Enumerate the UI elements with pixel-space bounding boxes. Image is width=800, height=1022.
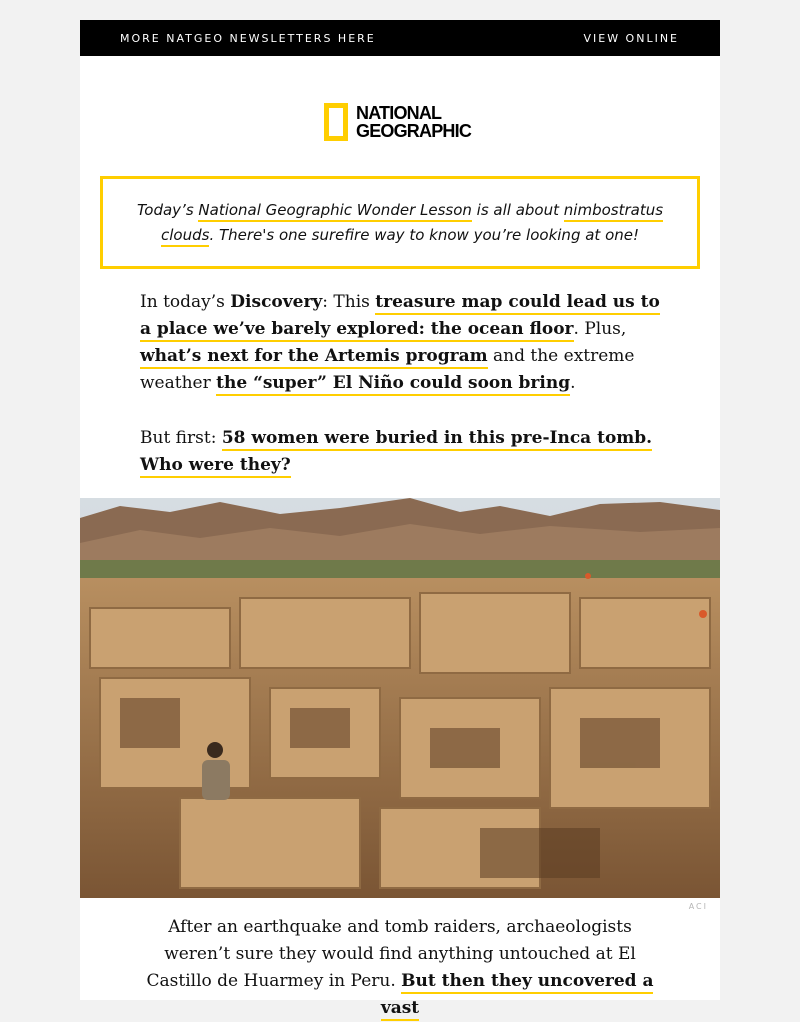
lesson-text: Today’s (136, 200, 199, 219)
paragraph-text: . (570, 373, 576, 393)
vast-discovery-link[interactable]: But then they uncovered a vast (381, 971, 654, 1021)
discovery-paragraph (140, 289, 670, 397)
photo-credit: ACI (688, 902, 708, 911)
more-newsletters-link[interactable]: MORE NATGEO NEWSLETTERS HERE (120, 31, 376, 45)
pre-inca-tomb-link[interactable]: 58 women were buried in this pre-Inca tomb. Who were they? (140, 428, 652, 478)
discovery-label: Discovery (230, 292, 323, 312)
wonder-lesson-box (100, 176, 700, 269)
paragraph-text: and the extreme weather (140, 346, 635, 393)
nimbostratus-link[interactable]: nimbostratus clouds (161, 201, 663, 247)
logo-line-2: GEOGRAPHIC (356, 121, 472, 141)
top-bar (80, 20, 720, 56)
paragraph-text: In today’s (140, 292, 231, 312)
paragraph-text: But first: (140, 428, 222, 448)
wonder-lesson-link[interactable]: National Geographic Wonder Lesson (198, 201, 472, 222)
lesson-text: . There's one surefire way to know you’re looking at one! (209, 225, 639, 244)
tomb-excavation-photo[interactable] (80, 498, 720, 898)
logo-line-1: NATIONAL (356, 103, 442, 123)
wonder-lesson-text (131, 198, 669, 248)
natgeo-logo[interactable] (324, 100, 476, 144)
paragraph-text: : This (322, 292, 376, 312)
story-paragraph (140, 914, 660, 1022)
lesson-text: is all about (471, 200, 564, 219)
but-first-paragraph (140, 425, 670, 479)
el-nino-link[interactable]: the “super” El Niño could soon bring (216, 373, 570, 396)
paragraph-text: . Plus, (573, 319, 627, 339)
treasure-map-link[interactable]: treasure map could lead us to a place we’ve barely explored: the ocean floor (140, 292, 660, 342)
email-container (80, 20, 720, 1018)
artemis-link[interactable]: what’s next for the Artemis program (140, 346, 488, 369)
paragraph-text: After an earthquake and tomb raiders, archaeologists weren’t sure they would find anything untouched at El Castillo de Huarmey in Peru. (146, 917, 636, 991)
logo-wordmark (356, 104, 471, 140)
yellow-border-icon (324, 103, 348, 141)
view-online-link[interactable]: VIEW ONLINE (583, 31, 679, 45)
